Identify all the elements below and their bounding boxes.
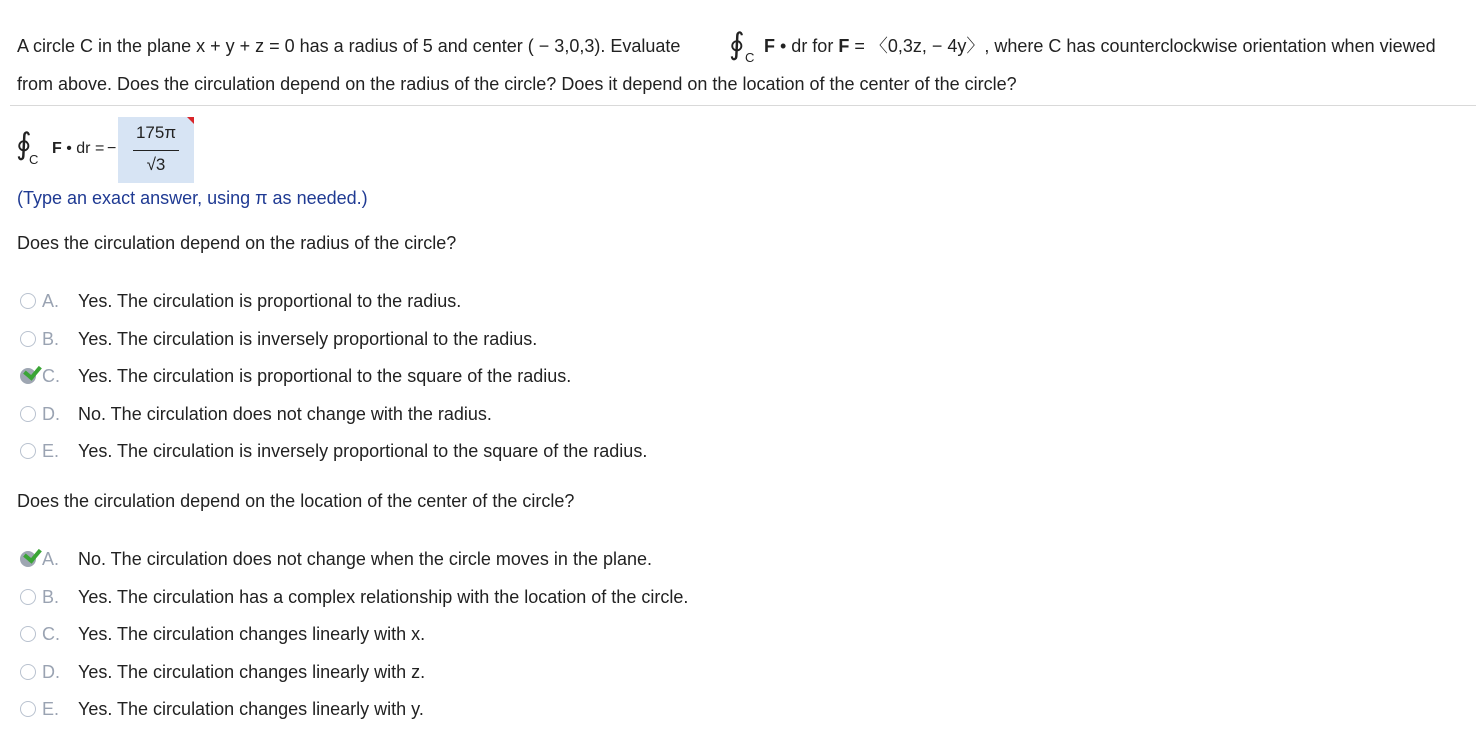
q1-option-e[interactable]	[20, 440, 647, 462]
radio-button[interactable]	[20, 331, 36, 347]
radio-button[interactable]	[20, 701, 36, 717]
option-text: Yes. The circulation changes linearly with z.	[78, 661, 426, 682]
answer-sign: −	[107, 140, 117, 157]
q2-option-d[interactable]	[20, 661, 425, 683]
answer-contour-integral-icon: ∮	[16, 127, 32, 162]
answer-numerator: 175π	[135, 123, 177, 142]
option-letter: D.	[42, 403, 60, 424]
radio-button[interactable]	[20, 664, 36, 680]
answer-vector-F: F	[52, 140, 62, 157]
option-text: Yes. The circulation is inversely proportional to the radius.	[78, 328, 538, 349]
integral-subscript: C	[745, 50, 755, 65]
question-line-1	[17, 35, 680, 57]
radio-button[interactable]	[20, 626, 36, 642]
q2-prompt: Does the circulation depend on the location of the center of the circle?	[17, 491, 575, 511]
answer-input-box[interactable]	[118, 117, 194, 183]
radio-button[interactable]	[20, 443, 36, 459]
option-letter: E.	[42, 698, 60, 719]
option-letter: B.	[42, 328, 60, 349]
q1-prompt: Does the circulation depend on the radius of the circle?	[17, 233, 457, 253]
radio-button-selected[interactable]	[20, 551, 36, 567]
option-letter: A.	[42, 290, 60, 311]
option-text: No. The circulation does not change when the circle moves in the plane.	[78, 548, 653, 569]
q2-option-c[interactable]	[20, 623, 425, 645]
answer-denominator: √3	[146, 155, 166, 174]
option-text: Yes. The circulation changes linearly with y.	[78, 698, 424, 719]
option-letter: C.	[42, 365, 60, 386]
answer-dot-dr: • dr =	[61, 140, 105, 157]
q2-option-b[interactable]	[20, 586, 688, 608]
radio-button[interactable]	[20, 406, 36, 422]
option-text: No. The circulation does not change with the radius.	[78, 403, 492, 424]
dot-dr-text: • dr for	[775, 36, 839, 56]
contour-integral-icon: ∮	[729, 27, 745, 62]
q1-option-c[interactable]	[20, 365, 571, 387]
checkmark-icon	[23, 544, 42, 563]
radio-button[interactable]	[20, 293, 36, 309]
checkmark-icon	[23, 361, 42, 380]
vector-F-def: F	[838, 36, 850, 56]
option-text: Yes. The circulation has a complex relationship with the location of the circle.	[78, 586, 689, 607]
option-letter: D.	[42, 661, 60, 682]
option-letter: E.	[42, 440, 60, 461]
radio-button[interactable]	[20, 589, 36, 605]
option-letter: B.	[42, 586, 60, 607]
answer-integral-subscript: C	[29, 152, 39, 167]
q2-option-a[interactable]	[20, 548, 652, 570]
q1-option-d[interactable]	[20, 403, 492, 425]
q1-option-b[interactable]	[20, 328, 537, 350]
answer-lhs	[52, 140, 104, 158]
answer-instruction: (Type an exact answer, using π as needed.)	[17, 188, 368, 208]
option-text: Yes. The circulation is proportional to the square of the radius.	[78, 365, 572, 386]
radio-button-selected[interactable]	[20, 368, 36, 384]
q1-option-a[interactable]	[20, 290, 461, 312]
question-line-1-cont	[764, 35, 1436, 57]
answer-integral	[16, 126, 116, 170]
question-text-part-1: A circle C in the plane x + y + z = 0 has a radius of 5 and center ( − 3,0,3). Evaluate	[17, 36, 681, 56]
option-letter: A.	[42, 548, 60, 569]
q2-option-e[interactable]	[20, 698, 424, 720]
option-text: Yes. The circulation changes linearly with x.	[78, 623, 426, 644]
section-divider	[10, 105, 1476, 106]
option-text: Yes. The circulation is inversely proportional to the square of the radius.	[78, 440, 648, 461]
question-integral	[729, 28, 761, 64]
vector-F: F	[764, 36, 775, 56]
option-text: Yes. The circulation is proportional to the radius.	[78, 290, 462, 311]
fraction-bar	[133, 150, 179, 151]
question-line-2: from above. Does the circulation depend on the radius of the circle? Does it depend on the location of the center of the circle?	[17, 74, 1017, 94]
question-text-part-2: = 〈0,3z, − 4y〉, where C has counterclockwise orientation when viewed	[849, 36, 1436, 56]
option-letter: C.	[42, 623, 60, 644]
